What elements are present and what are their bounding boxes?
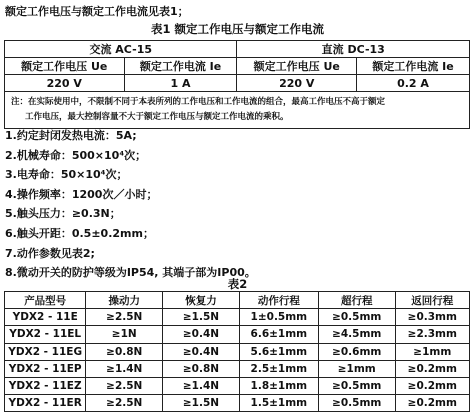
table-row [5, 309, 470, 326]
spec-item: 3.电寿命：50×10⁴次； [5, 168, 128, 182]
model-cell: YDX2 - 11EG [5, 343, 86, 360]
table-cell: ≥1.5N [163, 395, 240, 412]
table-cell: 5.6±1mm [239, 343, 318, 360]
header-cell: 恢复力 [163, 292, 240, 309]
spec-item: 4.操作频率：1200次／小时； [5, 187, 158, 201]
table-cell: ≥1.4N [163, 377, 240, 394]
table-cell: ≥0.2mm [395, 360, 469, 377]
table-row [5, 395, 470, 412]
table-cell: ≥2.5N [86, 309, 163, 326]
table-cell: ≥1.5N [163, 309, 240, 326]
table2 [4, 291, 470, 412]
table-cell: ≥1.4N [86, 360, 163, 377]
table-cell: ≥1mm [318, 360, 395, 377]
header-cell: 超行程 [318, 292, 395, 309]
table2-header-row [5, 292, 470, 309]
model-cell: YDX2 - 11EZ [5, 377, 86, 394]
table1 [4, 40, 470, 129]
table-cell: ≥0.3mm [395, 309, 469, 326]
table-row [5, 377, 470, 394]
table-cell: ≥0.8N [86, 343, 163, 360]
spec-item: 1.约定封闭发热电流：5A; [5, 129, 137, 142]
spec-item: 2.机械寿命：500×10⁴次； [5, 148, 147, 162]
header-cell: 产品型号 [5, 292, 86, 309]
table-cell: 6.6±1mm [239, 326, 318, 343]
table1-header-row [5, 58, 470, 75]
table1-note-row [5, 92, 470, 129]
table-cell: ≥0.5mm [318, 377, 395, 394]
group-ac: 交流 AC-15 [5, 41, 237, 58]
table-row [5, 360, 470, 377]
table-cell: ≥1mm [395, 343, 469, 360]
model-cell: YDX2 - 11EL [5, 326, 86, 343]
header-cell: 额定工作电流 Ie [357, 58, 470, 75]
table-cell: 1.5±1mm [239, 395, 318, 412]
table-cell: ≥0.4N [163, 326, 240, 343]
table2-caption: 表2 [227, 277, 248, 291]
note-line-1: 注：在实际使用中，不限制不同于本表所列的工作电压和工作电流的组合，最高工作电压不高于额定 [11, 97, 386, 107]
value-cell: 0.2 A [357, 75, 470, 92]
model-cell: YDX2 - 11ER [5, 395, 86, 412]
table-row [5, 343, 470, 360]
header-cell: 额定工作电压 Ue [237, 58, 357, 75]
note-line-2: 工作电压，最大控制容量不大于额定工作电压与额定工作电流的乘积。 [25, 112, 289, 122]
value-cell: 220 V [5, 75, 125, 92]
intro-text: 额定工作电压与额定工作电流见表1； [5, 5, 189, 18]
model-cell: YDX2 - 11EP [5, 360, 86, 377]
table-cell: ≥2.5N [86, 395, 163, 412]
table-cell: ≥0.8N [163, 360, 240, 377]
spec-item: 7.动作参数见表2; [5, 246, 95, 260]
table1-value-row [5, 75, 470, 92]
table-cell: ≥0.5mm [318, 309, 395, 326]
table-cell: 1.8±1mm [239, 377, 318, 394]
header-cell: 额定工作电流 Ie [124, 58, 237, 75]
value-cell: 1 A [124, 75, 237, 92]
table-cell: ≥0.5mm [318, 395, 395, 412]
table1-caption: 表1 额定工作电压与额定工作电流 [150, 22, 324, 36]
table1-group-row [5, 41, 470, 58]
header-cell: 操动力 [86, 292, 163, 309]
table1-note [5, 92, 470, 129]
table-cell: 2.5±1mm [239, 360, 318, 377]
spec-item: 8.微动开关的防护等级为IP54, 其端子部为IP00。 [5, 266, 256, 280]
group-dc: 直流 DC-13 [237, 41, 470, 58]
table-cell: ≥0.2mm [395, 377, 469, 394]
header-cell: 动作行程 [239, 292, 318, 309]
table-cell: ≥0.2mm [395, 395, 469, 412]
table-cell: ≥2.3mm [395, 326, 469, 343]
header-cell: 返回行程 [395, 292, 469, 309]
spec-list [5, 126, 256, 283]
table-cell: ≥2.5N [86, 377, 163, 394]
table-cell: ≥0.4N [163, 343, 240, 360]
value-cell: 220 V [237, 75, 357, 92]
spec-item: 5.触头压力：≥0.3N； [5, 207, 121, 221]
table-cell: ≥1N [86, 326, 163, 343]
table-cell: ≥4.5mm [318, 326, 395, 343]
model-cell: YDX2 - 11E [5, 309, 86, 326]
header-cell: 额定工作电压 Ue [5, 58, 125, 75]
table-row [5, 326, 470, 343]
spec-item: 6.触头开距：0.5±0.2mm； [5, 226, 154, 240]
table-cell: 1±0.5mm [239, 309, 318, 326]
table-cell: ≥0.6mm [318, 343, 395, 360]
